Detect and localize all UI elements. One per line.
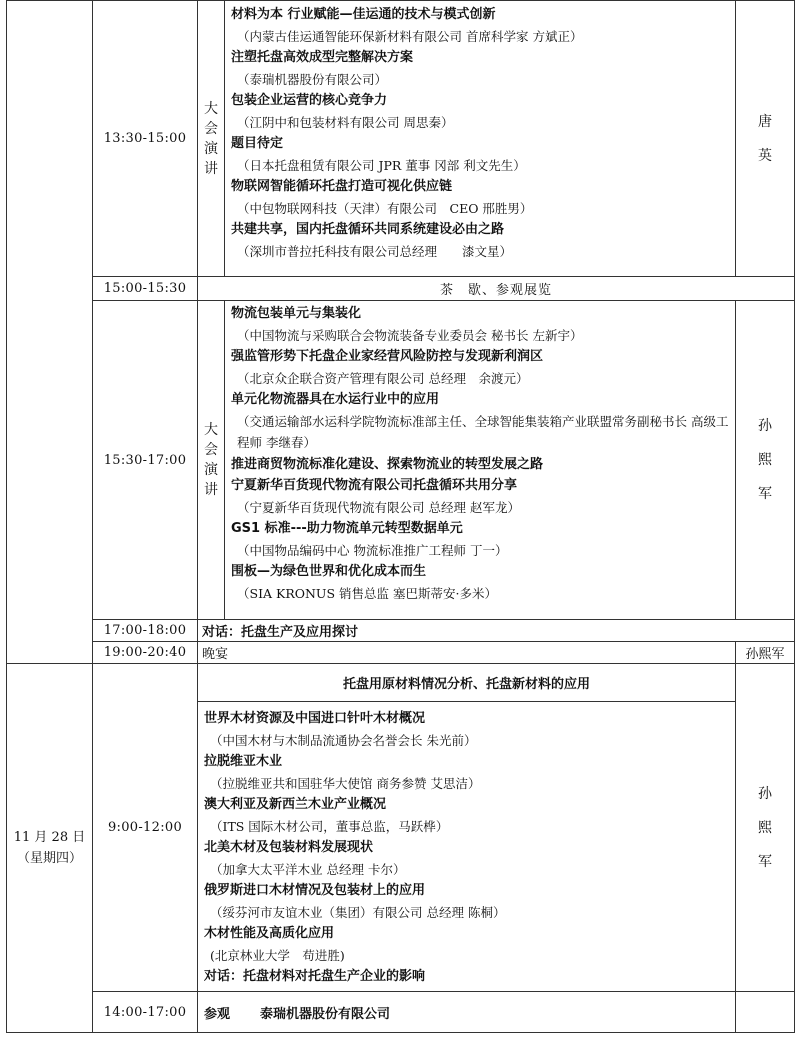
talk-item	[231, 518, 729, 561]
talk-speaker: （内蒙古佳运通智能环保新材料有限公司 首席科学家 方斌正）	[237, 28, 583, 44]
host-cell	[736, 301, 795, 620]
talk-title: 俄罗斯进口木材情况及包装材上的应用	[204, 883, 426, 898]
tea-break-row	[7, 277, 795, 301]
host-cell: 孙熙军	[736, 642, 795, 664]
talk-title: 包装企业运营的核心竞争力	[231, 93, 388, 108]
session-type-label: 大会演讲	[204, 100, 218, 177]
talk-speaker: （北京众企联合资产管理有限公司 总经理 余渡元）	[237, 370, 529, 386]
talk-item	[231, 475, 729, 518]
tea-break-cell: 茶 歇、参观展览	[198, 277, 795, 301]
visit-company: 泰瑞机器股份有限公司	[260, 1006, 391, 1022]
visit-label: 参观	[204, 1006, 231, 1022]
talk-item	[231, 4, 729, 47]
talk-item	[231, 176, 729, 219]
talk-speaker: （绥芬河市友谊木业（集团）有限公司 总经理 陈桐）	[210, 904, 506, 920]
talk-item	[231, 303, 729, 346]
talk-speaker: （中国物品编码中心 物流标准推广工程师 丁一）	[237, 542, 508, 558]
talk-speaker: (北京林业大学 苟进胜)	[210, 947, 345, 963]
talk-speaker: （中国木材与木制品流通协会名誉会长 朱光前）	[210, 732, 477, 748]
day-cell-empty	[7, 1, 93, 664]
talk-item	[204, 837, 729, 880]
talk-title: 北美木材及包装材料发展现状	[204, 840, 374, 855]
talk-item	[204, 708, 729, 751]
talk-title: 推进商贸物流标准化建设、探索物流业的转型发展之路	[231, 456, 544, 472]
talk-speaker: （日本托盘租赁有限公司 JPR 董事 冈部 利文先生）	[237, 157, 526, 173]
host-cell-empty	[736, 992, 795, 1033]
host-name: 孙熙军	[758, 418, 772, 502]
talk-title: 单元化物流器具在水运行业中的应用	[231, 392, 440, 407]
visit-cell	[198, 992, 736, 1033]
host-cell	[736, 1, 795, 277]
talk-title: 拉脱维亚木业	[204, 754, 283, 769]
talk-item	[231, 454, 729, 476]
talk-title: 围板—为绿色世界和优化成本而生	[231, 564, 427, 579]
talk-title: 注塑托盘高效成型完整解决方案	[231, 50, 414, 65]
talk-title: 物流包装单元与集装化	[231, 306, 362, 321]
dinner-row	[7, 642, 795, 664]
time-cell: 17:00-18:00	[93, 620, 198, 642]
session-row-1530	[7, 301, 795, 620]
talk-list	[198, 702, 736, 992]
dialogue-cell: 对话：托盘生产及应用探讨	[198, 620, 795, 642]
talk-speaker: （中国物流与采购联合会物流装备专业委员会 秘书长 左新宇）	[237, 327, 583, 343]
host-cell	[736, 664, 795, 992]
session-row-1330	[7, 1, 795, 277]
talk-title: GS1 标准---助力物流单元转型数据单元	[231, 521, 463, 536]
talk-title: 共建共享，国内托盘循环共同系统建设必由之路	[231, 222, 505, 237]
talk-title: 材料为本 行业赋能—佳运通的技术与模式创新	[231, 7, 496, 22]
talk-item	[231, 389, 729, 454]
time-cell: 19:00-20:40	[93, 642, 198, 664]
talk-speaker: （加拿大太平洋木业 总经理 卡尔）	[210, 861, 406, 877]
talk-item	[231, 47, 729, 90]
talk-item	[231, 90, 729, 133]
talk-title: 物联网智能循环托盘打造可视化供应链	[231, 179, 453, 194]
talk-speaker: （中包物联网科技（天津）有限公司 CEO 邢胜男）	[237, 200, 533, 216]
talk-item	[204, 880, 729, 923]
talk-item	[231, 346, 729, 389]
talk-item	[231, 561, 729, 604]
theme-header-cell: 托盘用原材料情况分析、托盘新材料的应用	[198, 664, 736, 702]
session-type-label: 大会演讲	[204, 422, 218, 498]
talk-list	[225, 1, 736, 277]
talk-speaker: （拉脱维亚共和国驻华大使馆 商务参赞 艾思洁）	[210, 775, 481, 791]
time-cell: 9:00-12:00	[93, 664, 198, 992]
dialogue-line: 对话：托盘材料对托盘生产企业的影响	[204, 969, 426, 984]
talk-speaker: （交通运输部水运科学院物流标准部主任、全球智能集装箱产业联盟常务副秘书长 高级工程师 李继春）	[237, 413, 729, 450]
time-cell: 15:00-15:30	[93, 277, 198, 301]
talk-speaker: （SIA KRONUS 销售总监 塞巴斯蒂安·多米）	[237, 585, 497, 601]
talk-list	[225, 301, 736, 620]
talk-speaker: （江阴中和包装材料有限公司 周思秦）	[237, 114, 454, 130]
session-type-cell	[198, 301, 225, 620]
time-cell: 15:30-17:00	[93, 301, 198, 620]
day-weekday: （星期四）	[16, 851, 82, 866]
talk-item	[204, 923, 729, 966]
schedule-table	[6, 0, 795, 1033]
day-cell	[7, 664, 93, 1033]
talk-speaker: （宁夏新华百货现代物流有限公司 总经理 赵军龙）	[237, 499, 520, 515]
session-type-cell	[198, 1, 225, 277]
talk-title: 强监管形势下托盘企业家经营风险防控与发现新利润区	[231, 349, 544, 364]
talk-title: 宁夏新华百货现代物流有限公司托盘循环共用分享	[231, 478, 518, 493]
day-date: 11 月 28 日	[13, 830, 86, 845]
host-name: 唐英	[758, 113, 772, 164]
host-name: 孙熙军	[758, 785, 772, 870]
talk-item	[204, 794, 729, 837]
talk-speaker: （ITS 国际木材公司，董事总监，马跃桦）	[210, 818, 449, 834]
talk-item	[231, 133, 729, 176]
talk-item	[231, 219, 729, 262]
theme-header-row	[7, 664, 795, 702]
dinner-cell: 晚宴	[198, 642, 736, 664]
visit-row	[7, 992, 795, 1033]
talk-title: 世界木材资源及中国进口针叶木材概况	[204, 711, 426, 726]
talk-title: 题目待定	[231, 136, 284, 151]
talk-item	[204, 751, 729, 794]
time-cell: 14:00-17:00	[93, 992, 198, 1033]
talk-title: 木材性能及高质化应用	[204, 926, 335, 941]
time-cell: 13:30-15:00	[93, 1, 198, 277]
talk-speaker: （深圳市普拉托科技有限公司总经理 漆文星）	[237, 243, 513, 259]
dialogue-row	[7, 620, 795, 642]
talk-speaker: （泰瑞机器股份有限公司）	[237, 71, 388, 87]
talk-title: 澳大利亚及新西兰木业产业概况	[204, 797, 387, 812]
